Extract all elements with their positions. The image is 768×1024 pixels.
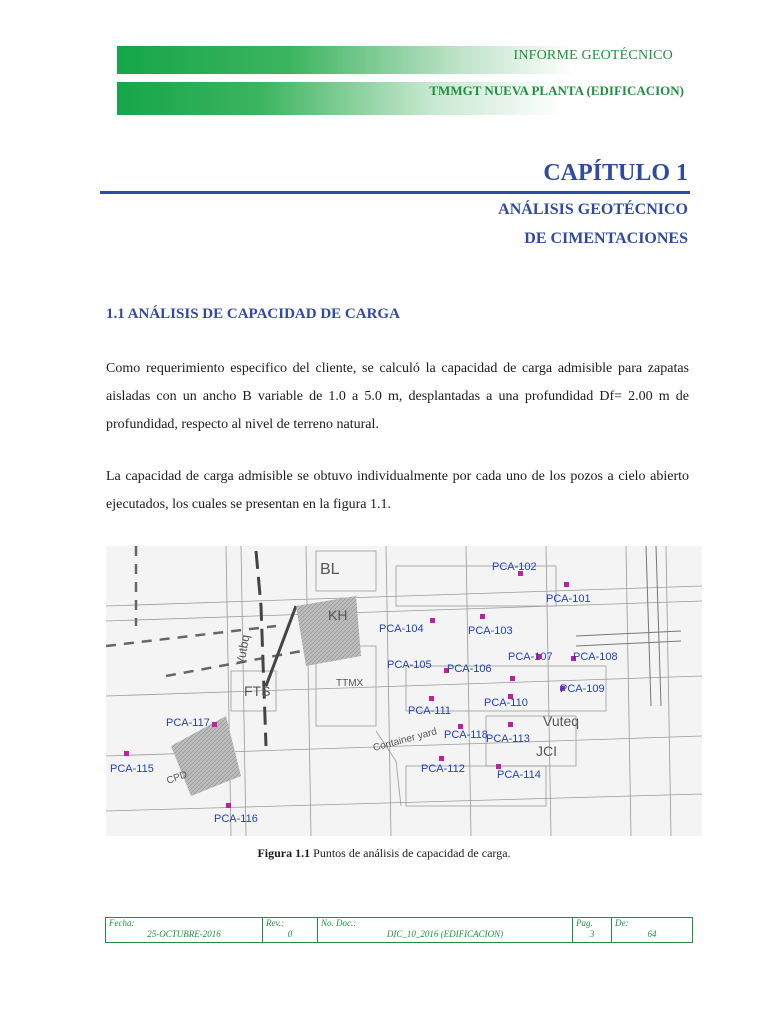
building-label: CPD	[165, 769, 189, 787]
footer-rev-label: Rev.:	[266, 918, 285, 928]
pca-label: PCA-116	[214, 813, 258, 825]
footer-total-cell	[612, 918, 693, 943]
footer-date-cell	[106, 918, 263, 943]
pca-label: PCA-102	[492, 561, 537, 573]
footer-page-value: 3	[589, 929, 595, 939]
pca-label: PCA-112	[421, 763, 465, 775]
pca-label: PCA-109	[560, 683, 605, 695]
pca-label: PCA-101	[546, 593, 591, 605]
pca-label: PCA-113	[486, 733, 530, 745]
paragraph-2: La capacidad de carga admisible se obtuvo individualmente por cada uno de los pozos a cielo abierto ejecutados, los cuales se presentan en la figura 1.1.	[106, 469, 689, 512]
building-label: Vutbq	[233, 633, 253, 667]
pca-label: PCA-105	[387, 659, 432, 671]
chapter-number: CAPÍTULO 1	[543, 160, 688, 186]
pca-label: PCA-114	[497, 769, 541, 781]
figure-caption	[0, 846, 768, 861]
footer-rev-value: 0	[287, 929, 293, 939]
site-plan-drawing	[106, 546, 702, 836]
footer-total-value: 64	[647, 929, 657, 939]
footer-date-value: 25-OCTUBRE-2016	[147, 929, 221, 939]
footer-total-label: De:	[615, 918, 629, 928]
footer-table	[105, 917, 693, 943]
pca-label: PCA-104	[379, 623, 424, 635]
pca-label: PCA-103	[468, 625, 513, 637]
report-title: INFORME GEOTÉCNICO	[513, 48, 673, 63]
building-label: FTS	[244, 683, 271, 699]
pca-label: PCA-117	[166, 717, 210, 729]
footer-rev-cell	[263, 918, 318, 943]
figure-caption-text: Puntos de análisis de capacidad de carga.	[310, 846, 511, 860]
pca-label: PCA-115	[110, 763, 154, 775]
site-plan-figure	[106, 546, 702, 836]
footer-doc-label: No. Doc.:	[321, 918, 357, 928]
figure-caption-label: Figura 1.1	[257, 846, 311, 860]
paragraph-1: Como requerimiento especifico del cliente, se calculó la capacidad de carga admisible para zapatas aisladas con un ancho B variable de 1.0 a 5.0 m, desplantadas a una profundidad Df= 2.00 m de profundidad, respecto al nivel de terreno natural.	[106, 361, 689, 432]
footer-doc-value: DIC_10_2016 (EDIFICACION)	[386, 929, 504, 939]
building-label: Vuteq	[543, 713, 580, 729]
building-label: Container yard	[371, 726, 439, 754]
footer-page-label: Pag.	[576, 918, 593, 928]
pca-label: PCA-107	[508, 651, 553, 663]
pca-label: PCA-110	[484, 697, 528, 709]
footer-page-cell	[573, 918, 612, 943]
building-label: JCI	[536, 743, 557, 759]
pca-label: PCA-108	[573, 651, 618, 663]
chapter-divider	[100, 191, 690, 194]
project-title: TMMGT NUEVA PLANTA (EDIFICACION)	[429, 83, 684, 98]
building-label: KH	[328, 607, 348, 623]
footer-doc-cell	[318, 918, 573, 943]
chapter-title-line2: DE CIMENTACIONES	[524, 230, 688, 247]
pca-label: PCA-118	[444, 729, 488, 741]
building-label: BL	[320, 561, 340, 578]
chapter-title-line1: ANÁLISIS GEOTÉCNICO	[498, 201, 688, 218]
section-title: 1.1 ANÁLISIS DE CAPACIDAD DE CARGA	[106, 306, 400, 322]
pca-label: PCA-106	[447, 663, 492, 675]
footer-date-label: Fecha:	[109, 918, 135, 928]
building-label: TTMX	[336, 678, 364, 689]
pca-label: PCA-111	[408, 705, 452, 717]
